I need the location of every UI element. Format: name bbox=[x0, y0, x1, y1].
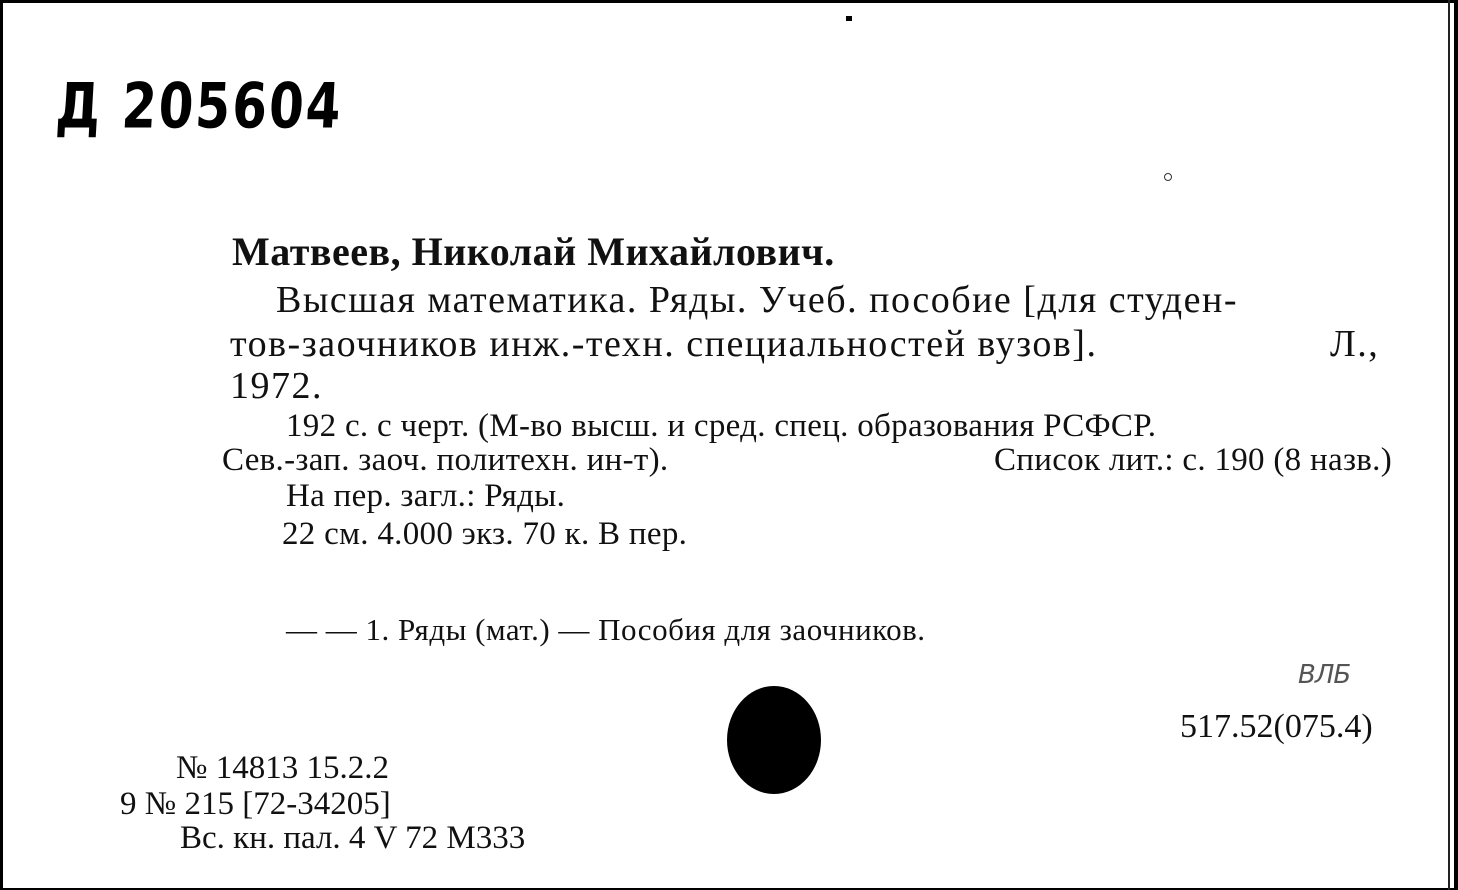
scan-circle-mark bbox=[1164, 173, 1172, 181]
subject-heading: — — 1. Ряды (мат.) — Пособия для заочников. bbox=[286, 612, 926, 647]
title-year: 1972. bbox=[230, 365, 323, 407]
card-left-edge bbox=[0, 0, 3, 890]
scan-speck bbox=[846, 16, 852, 21]
card-right-edge bbox=[1454, 0, 1458, 890]
card-top-edge bbox=[0, 0, 1458, 3]
description-line-3: На пер. загл.: Ряды. bbox=[286, 478, 566, 514]
inventory-number: Д 205604 bbox=[53, 70, 345, 143]
description-publisher: Сев.-зап. заоч. политехн. ин-т). bbox=[222, 442, 669, 478]
classification-code: 517.52(075.4) bbox=[1180, 708, 1373, 745]
card-inner-border bbox=[1448, 0, 1450, 890]
punch-hole bbox=[727, 686, 821, 794]
description-line-4: 22 см. 4.000 экз. 70 к. В пер. bbox=[282, 516, 688, 552]
accession-line-1: № 14813 15.2.2 bbox=[176, 750, 389, 786]
title-line-1: Высшая математика. Ряды. Учеб. пособие [для студен- bbox=[276, 279, 1238, 321]
marginal-note: ВЛБ bbox=[1298, 660, 1351, 690]
title-line-2: тов-заочников инж.-техн. специальностей вузов]. bbox=[230, 323, 1098, 365]
author-name: Матвеев, Николай Михайлович. bbox=[232, 229, 835, 274]
accession-line-3: Вс. кн. пал. 4 V 72 М333 bbox=[180, 820, 526, 856]
description-line-1: 192 с. с черт. (М-во высш. и сред. спец. образования РСФСР. bbox=[286, 408, 1157, 444]
accession-line-2: 9 № 215 [72-34205] bbox=[120, 786, 391, 822]
title-place: Л., bbox=[1330, 323, 1380, 365]
description-line-2 bbox=[222, 442, 1392, 479]
description-bibliography: Список лит.: с. 190 (8 назв.) bbox=[994, 442, 1392, 478]
